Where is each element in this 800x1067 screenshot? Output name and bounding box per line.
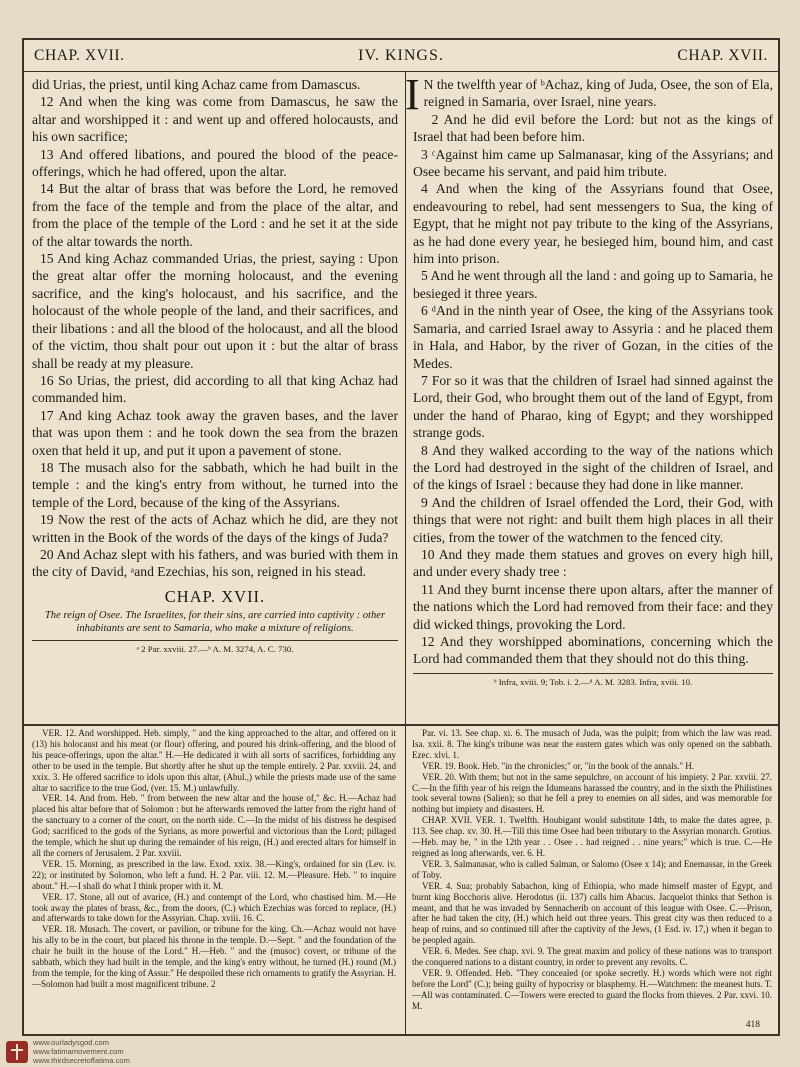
verse-20: 20 And Achaz slept with his fathers, and was buried with them in the city of David, ᵃand Ezechias, his son, reigned in his stead. bbox=[32, 546, 398, 580]
right-footnote: ᵇ Infra, xviii. 9; Tob. i. 2.—ᵈ A. M. 3283. Infra, xviii. 10. bbox=[413, 673, 773, 688]
bible-page bbox=[22, 38, 780, 1036]
commentary-right bbox=[412, 728, 772, 1012]
note-ver-4: VER. 4. Sua; probably Sabachon, king of Ethiopia, who made himself master of Egypt, and burnt king Bocchoris alive. Herodotus (ii. 137) calls him Abacus. Jacquelot thinks that Sethon is meant, and that he was invaded by Sennacherib on account of this league with Osee. C.—Prison, after he had taken the city, (H.) which held out three years. This great city was then reduced to a heap of ruins, and so continued till after the captivity of the Jews, (1 Esd. iv. 17,) when it began to be peopled again. bbox=[412, 880, 772, 946]
verse-9: 9 And the children of Israel offended the Lord, their God, with things that were not right: and built them high places in all their cities, from the tower of the watchmen to the fenced city. bbox=[413, 494, 773, 545]
page-number: 418 bbox=[745, 1020, 760, 1030]
chapter-title: CHAP. XVII. bbox=[164, 586, 266, 606]
note-ver-18: VER. 18. Musach. The covert, or pavilion, or tribune for the king. Ch.—Achaz would not have his ally to be in the court, but placed his throne in the temple. D.—Sept. " and the foundation of the chair he built in the house of the Lord." H.—Heb. " and the (musoc) covert, or tribune of the sabbath, which they had built in the temple, and the king's entry without, he turned (H.) round (M.) from the temple, for the king of Assur." He despoiled these rich ornaments to gratify the Assyrian. H.—Solomon had built a most magnificent tribune. 2 bbox=[32, 924, 396, 989]
website-link-3[interactable]: www.thirdsecretoffatima.com bbox=[33, 1056, 130, 1065]
verse-12: 12 And when the king was come from Damascus, he saw the altar and worshipped it : and went up and offered holocausts, and his own sacrifice; bbox=[32, 94, 398, 145]
verse-11: 11 And they burnt incense there upon altars, after the manner of the nations which the Lord had removed from their face: and they did wicked things, provoking the Lord. bbox=[413, 581, 773, 632]
website-links bbox=[33, 1038, 130, 1065]
verse-7: 7 For so it was that the children of Israel had sinned against the Lord, their God, who brought them out of the land of Egypt, from under the hand of Pharao, king of Egypt; and they worshipped strange gods. bbox=[413, 372, 773, 441]
verse-14: 14 But the altar of brass that was before the Lord, he removed from the face of the temple and from the place of the altar, and from the place of the temple of the Lord : and he set it at the side of the altar towards the north. bbox=[32, 181, 398, 249]
note-ver-15: VER. 15. Morning, as prescribed in the law. Exod. xxix. 38.—King's, ordained for sin (Lev. iv. 22); or instituted by Solomon, who left a fund. H. 2 Par. viii. 12. M.—Pleasure. Heb. " to inquire about." H.—I shall do what I think proper with it. M. bbox=[32, 858, 396, 891]
commentary-column-divider bbox=[405, 726, 406, 1036]
verse-13: 13 And offered libations, and poured the blood of the peace-offerings, which he had offered, upon the altar. bbox=[32, 146, 398, 180]
verse-12b: 12 And they worshipped abominations, concerning which the Lord had commanded them that they should not do this thing. bbox=[413, 634, 773, 667]
left-footnote: ᵃ 2 Par. xxviii. 27.—ᵇ A. M. 3274, A. C. 730. bbox=[32, 640, 398, 655]
note-chap17-ver-1: CHAP. XVII. VER. 1. Twelfth. Houbigant would substitute 14th, to make the dates agree, p. 113. See chap. xv. 30. H.—Till this time Osee had been tributary to the Assyrian monarch. Grotius.—Heb. may be, " in the 12th year . . Osee . . had reigned . . nine years;" which is true. C.—He reigned as long afterwards, ver. 6. H. bbox=[412, 815, 772, 858]
right-text-column bbox=[405, 70, 773, 688]
header-chapter-right: CHAP. XVII. bbox=[677, 46, 768, 64]
verse-19: 19 Now the rest of the acts of Achaz which he did, are they not written in the Book of the words of the days of the kings of Juda? bbox=[32, 512, 398, 545]
note-continued: Par. vi. 13. See chap. xi. 6. The musach of Juda, was the pulpit; from which the law was read. Isa. xxii. 8. The king's tribune was near the eastern gates which was only opened on the sabbath. Ezec. xlvi. 1. bbox=[412, 728, 772, 760]
note-ver-12: VER. 12. And worshipped. Heb. simply, " and the king approached to the altar, and offered on it (13) his holocaust and his meat (or flour) offering, and poured his drink-offering, and the blood of his peace-offerings, upon the altar." H.—He dedicated it with all sorts of sacrifices, forbidding any other to be used in the temple. But shortly after he shut up the temple entirely. 2 Par. xxviii. 24, and xxix. 3. He offered sacrifice to idols upon this altar, (Abul.,) while the priests made use of the same altar to sacrifice to the true God, (ver. 15. M.) unlawfully. bbox=[32, 728, 396, 793]
note-ver-20: VER. 20. With them; but not in the same sepulchre, on account of his impiety. 2 Par. xxviii. 27. C.—In the fifth year of his reign the Idumeans harassed the country, and in the sixth the Philistines took several towns (Salien); so that he fell a prey to enemies on all sides, and was memorable for nothing but impiety and disasters. H. bbox=[412, 771, 772, 815]
verse-10: 10 And they made them statues and groves on every high hill, and under every shady tree : bbox=[413, 546, 773, 580]
drop-cap: I bbox=[405, 70, 420, 119]
verse-18: 18 The musach also for the sabbath, which he had built in the temple : and the king's entry from without, he turned into the temple of the Lord, because of the king of the Assyrians. bbox=[32, 459, 398, 510]
column-divider bbox=[405, 72, 406, 724]
verse-3: 3 ᶜAgainst him came up Salmanasar, king of the Assyrians; and Osee became his servant, and paid him tribute. bbox=[413, 146, 773, 180]
note-ver-17: VER. 17. Stone, all out of avarice, (H.) and contempt of the Lord, who chastised him. M.—He took away the plates of brass, &c., from the doors, (C.) which Ezechias was forced to replace, (H.) and afterwards to take down for the Assyrian. Chap. xviii. 16. C. bbox=[32, 891, 396, 924]
verse-1 bbox=[405, 70, 773, 119]
verse-1-text: N the twelfth year of ᵇAchaz, king of Juda, Osee, the son of Ela, reigned in Samaria, over Israel, nine years. bbox=[423, 77, 773, 110]
verse-5: 5 And he went through all the land : and going up to Samaria, he besieged it three years. bbox=[413, 268, 773, 301]
note-ver-3: VER. 3. Salmanasar, who is called Salman, or Salomo (Osee x 14); and Enemassar, in the Greek of Toby. bbox=[412, 858, 772, 880]
left-text-column bbox=[32, 76, 398, 655]
chapter-summary: The reign of Osee. The Israelites, for their sins, are carried into captivity : other inhabitants are sent to Samaria, who make a mixture of religions. bbox=[44, 609, 386, 634]
note-ver-14: VER. 14. And from. Heb. " from between the new altar and the house of," &c. H.—Achaz had placed his altar before that of Solomon : but he afterwards removed the latter from the right hand of the sanctuary to a corner of the court, on the north side. C.—In the midst of his distress he despised God; sacrificed to the gods of the Syrians, as more powerful and victorious than the Lord; pillaged the temple, which he shut up during the remainder of his reign, (H.) and erected altars for himself in all the corners of Jerusalem. 2 Par. xxviii. bbox=[32, 793, 396, 858]
header-chapter-left: CHAP. XVII. bbox=[34, 46, 125, 64]
note-ver-19: VER. 19. Book. Heb. "in the chronicles;" or, "in the book of the annals." H. bbox=[422, 760, 695, 771]
commentary-divider bbox=[24, 724, 778, 726]
note-ver-6: VER. 6. Medes. See chap. xvi. 9. The great maxim and policy of these nations was to transport the conquered nations to a distant country, in order to prevent any revolts. C. bbox=[412, 946, 772, 968]
verse-11-continued: did Urias, the priest, until king Achaz came from Damascus. bbox=[32, 77, 361, 92]
website-link-2[interactable]: www.fatimamovement.com bbox=[33, 1047, 124, 1056]
running-header bbox=[24, 40, 778, 72]
verse-15: 15 And king Achaz commanded Urias, the priest, saying : Upon the great altar offer the morning holocaust, and the evening sacrifice, and the king's holocaust, and his sacrifice, and the holocaust of the whole people of the land, and their sacrifices, and their libations : and all the blood of the holocaust, and all the blood of the victim, thou shalt pour out upon it : but the altar of brass shall be ready at my pleasure. bbox=[32, 251, 398, 371]
website-footer bbox=[6, 1038, 130, 1065]
verse-2: 2 And he did evil before the Lord: but not as the kings of Israel that had been before him. bbox=[413, 111, 773, 145]
note-ver-9: VER. 9. Offended. Heb. "They concealed (or spoke secretly. H.) words which were not right before the Lord" (C.); being guilty of hypocrisy or blasphemy. H.—Watchmen: the meanest huts. T.—All was contaminated. C—Towers were erected to guard the flocks from thieves. 2 Par. xxvi. 10. M. bbox=[412, 967, 772, 1011]
commentary-left bbox=[32, 728, 396, 990]
website-link-1[interactable]: www.ourladysgod.com bbox=[33, 1038, 109, 1047]
verse-16: 16 So Urias, the priest, did according to all that king Achaz had commanded him. bbox=[32, 372, 398, 406]
verse-6: 6 ᵈAnd in the ninth year of Osee, the king of the Assyrians took Samaria, and carried Israel away to Assyria : and he placed them in Hala, and Habor, by the river of Gozan, in the cities of the Medes. bbox=[413, 303, 773, 371]
header-book-title: IV. KINGS. bbox=[358, 46, 444, 64]
verse-4: 4 And when the king of the Assyrians found that Osee, endeavouring to rebel, had sent messengers to Sua, the king of Egypt, that he might not pay tribute to the king of the Assyrians, as he had done every year, he besieged him, bound him, and cast him into prison. bbox=[413, 181, 773, 267]
verse-8: 8 And they walked according to the way of the nations which the Lord had destroyed in the sight of the children of Israel, and of the kings of Israel : because they had done in like manner. bbox=[413, 442, 773, 493]
cross-emblem-icon bbox=[6, 1041, 28, 1063]
verse-17: 17 And king Achaz took away the graven bases, and the laver that was upon them : and he took down the sea from the brazen oxen that held it up, and put it upon a pavement of stone. bbox=[32, 407, 398, 458]
